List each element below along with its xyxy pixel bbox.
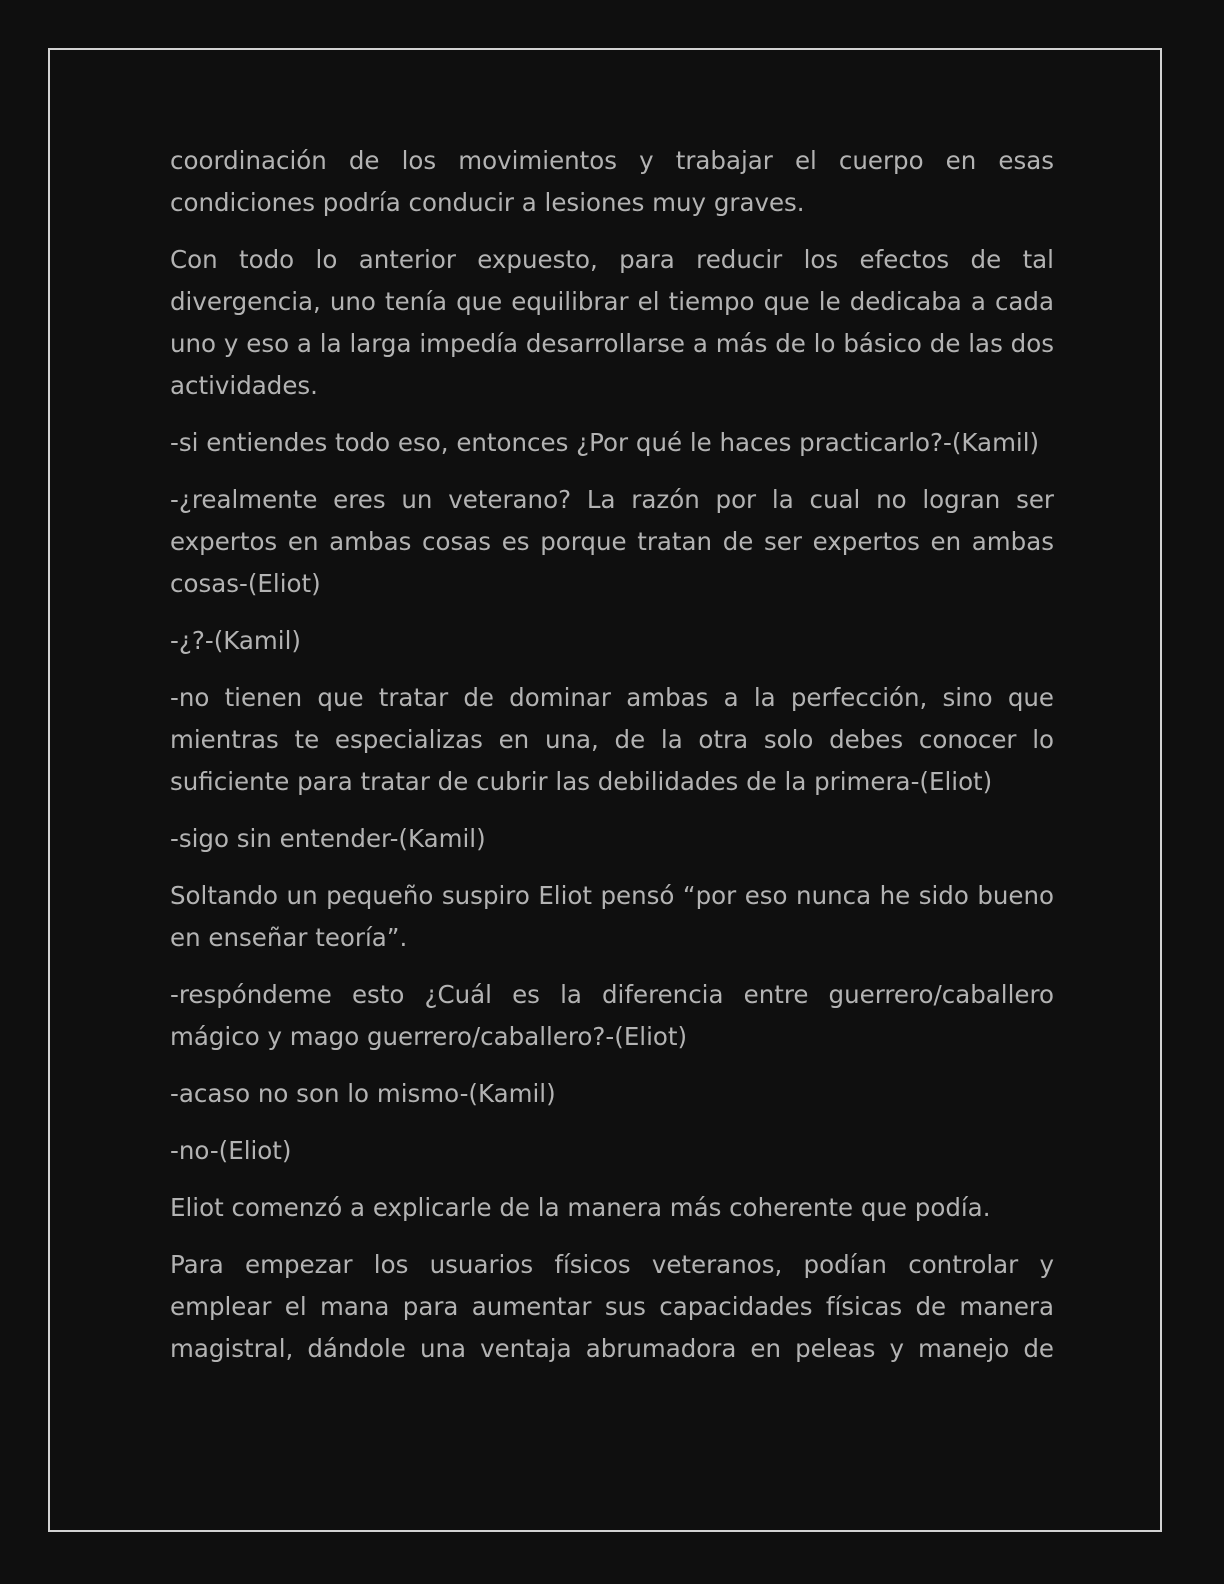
paragraph: -¿realmente eres un veterano? La razón por la cual no logran ser expertos en ambas cosas es porque tratan de ser expertos en ambas cosas-(Eliot) [170, 485, 1054, 598]
paragraph: Soltando un pequeño suspiro Eliot pensó “por eso nunca he sido bueno en enseñar teoría”. [170, 881, 1054, 952]
paragraph: -no-(Eliot) [170, 1136, 292, 1165]
document-body [170, 140, 1054, 1385]
paragraph: -si entiendes todo eso, entonces ¿Por qué le haces practicarlo?-(Kamil) [170, 428, 1040, 457]
paragraph: Eliot comenzó a explicarle de la manera más coherente que podía. [170, 1193, 991, 1222]
paragraph: -sigo sin entender-(Kamil) [170, 824, 486, 853]
paragraph: -no tienen que tratar de dominar ambas a la perfección, sino que mientras te especializas en una, de la otra solo debes conocer lo suficiente para tratar de cubrir las debilidades de la primera-(Eliot) [170, 683, 1054, 796]
paragraph: -¿?-(Kamil) [170, 626, 301, 655]
paragraph: coordinación de los movimientos y trabajar el cuerpo en esas condiciones podría conducir a lesiones muy graves. [170, 146, 1054, 217]
paragraph: Con todo lo anterior expuesto, para reducir los efectos de tal divergencia, uno tenía que equilibrar el tiempo que le dedicaba a cada uno y eso a la larga impedía desarrollarse a más de lo básico de las dos actividades. [170, 245, 1054, 400]
paragraph: -acaso no son lo mismo-(Kamil) [170, 1079, 556, 1108]
paragraph: -respóndeme esto ¿Cuál es la diferencia entre guerrero/caballero mágico y mago guerrero/caballero?-(Eliot) [170, 980, 1054, 1051]
paragraph: Para empezar los usuarios físicos veteranos, podían controlar y emplear el mana para aumentar sus capacidades físicas de manera magistral, dándole una ventaja abrumadora en peleas y manejo de [170, 1250, 1054, 1363]
